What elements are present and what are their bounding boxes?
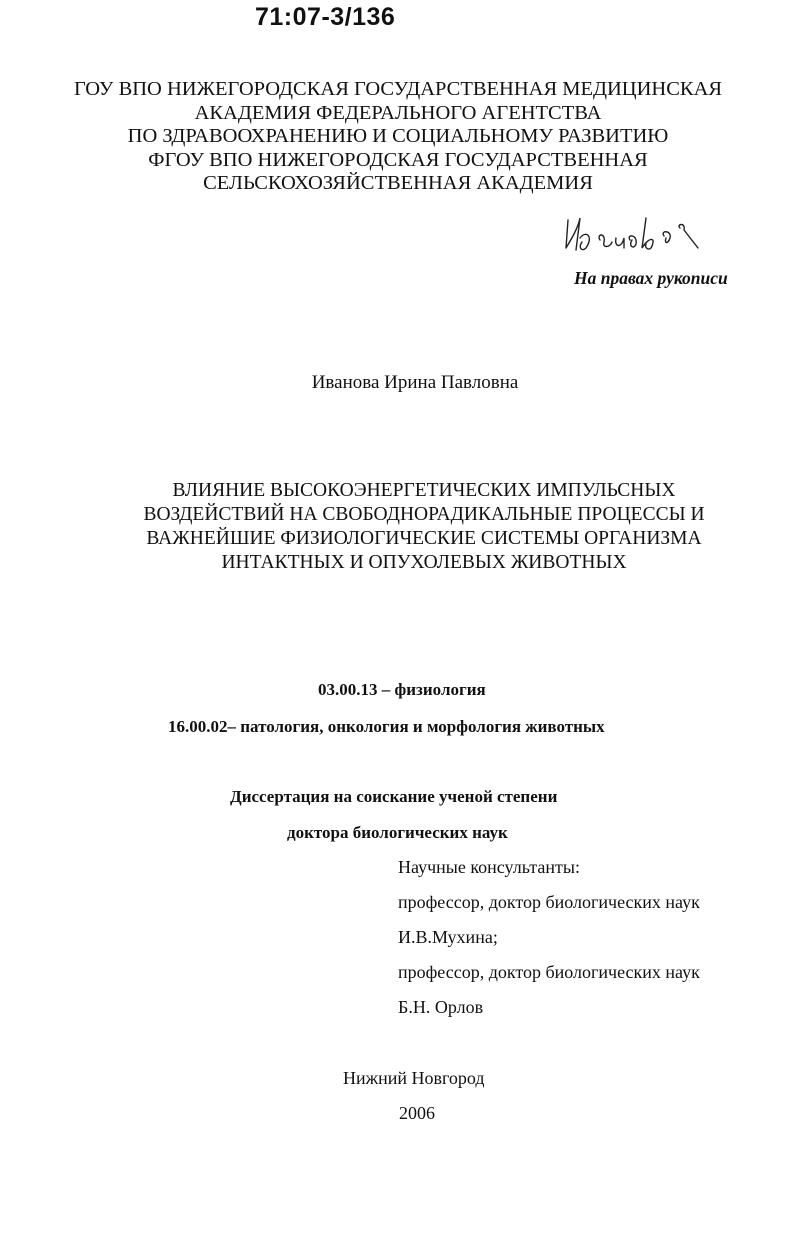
institution-line: ФГОУ ВПО НИЖЕГОРОДСКАЯ ГОСУДАРСТВЕННАЯ xyxy=(148,148,648,171)
degree-line-1: Диссертация на соискание ученой степени xyxy=(230,787,558,806)
consultants-label: Научные консультанты: xyxy=(398,857,580,877)
consultant-name: И.В.Мухина; xyxy=(398,927,498,947)
institution-line: СЕЛЬСКОХОЗЯЙСТВЕННАЯ АКАДЕМИЯ xyxy=(203,172,593,194)
consultant-title: профессор, доктор биологических наук xyxy=(398,892,700,912)
title-line: ВАЖНЕЙШИЕ ФИЗИОЛОГИЧЕСКИЕ СИСТЕМЫ ОРГАНИЗМА xyxy=(146,528,702,549)
dissertation-title xyxy=(0,479,796,575)
year: 2006 xyxy=(399,1103,435,1123)
title-line: ВЛИЯНИЕ ВЫСОКОЭНЕРГЕТИЧЕСКИХ ИМПУЛЬСНЫХ xyxy=(172,480,676,501)
manuscript-rights-note: На правах рукописи xyxy=(574,268,728,288)
author-name: Иванова Ирина Павловна xyxy=(311,372,519,393)
city: Нижний Новгород xyxy=(343,1068,485,1088)
title-line: ВОЗДЕЙСТВИЙ НА СВОБОДНОРАДИКАЛЬНЫЕ ПРОЦЕССЫ И xyxy=(143,504,705,525)
institution-line: АКАДЕМИЯ ФЕДЕРАЛЬНОГО АГЕНТСТВА xyxy=(194,101,602,124)
specialty-2: 16.00.02– патология, онкология и морфология животных xyxy=(168,717,605,736)
institution-line: ГОУ ВПО НИЖЕГОРОДСКАЯ ГОСУДАРСТВЕННАЯ МЕДИЦИНСКАЯ xyxy=(73,78,723,100)
institution-header xyxy=(0,78,796,196)
title-line: ИНТАКТНЫХ И ОПУХОЛЕВЫХ ЖИВОТНЫХ xyxy=(221,552,627,573)
specialty-1: 03.00.13 – физиология xyxy=(318,680,486,699)
consultant-name: Б.Н. Орлов xyxy=(398,997,484,1017)
registration-code: 71:07-3/136 xyxy=(255,3,396,31)
institution-line: ПО ЗДРАВООХРАНЕНИЮ И СОЦИАЛЬНОМУ РАЗВИТИЮ xyxy=(127,125,669,147)
handwritten-signature xyxy=(560,208,730,268)
consultant-title: профессор, доктор биологических наук xyxy=(398,962,700,982)
degree-line-2: доктора биологических наук xyxy=(287,823,508,842)
